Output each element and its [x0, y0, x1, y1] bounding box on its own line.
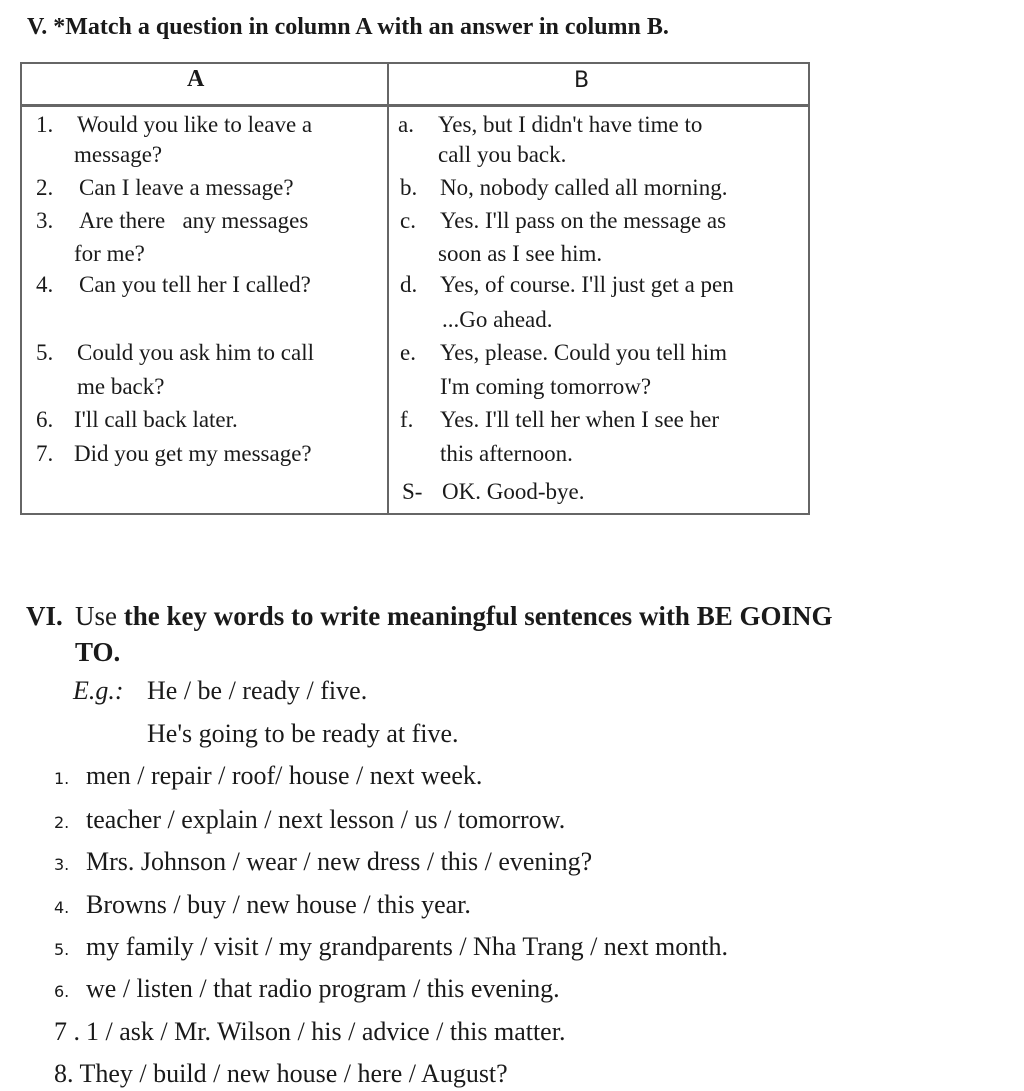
col-b-letter: a. — [398, 112, 414, 137]
col-a-number: 5. — [36, 340, 54, 365]
column-divider — [387, 64, 389, 513]
section-6-header — [26, 598, 926, 670]
col-b-letter: b. — [400, 175, 418, 200]
col-b-line: call you back. — [438, 142, 567, 167]
task-number: 6. — [54, 982, 70, 1001]
col-a-number: 1. — [36, 112, 54, 137]
col-a-line: Would you like to leave a — [77, 112, 313, 137]
col-a-line: me back? — [77, 374, 165, 399]
col-a-line: message? — [74, 142, 163, 167]
col-a-line: for me? — [74, 241, 145, 266]
section-6-title-line-2: TO. — [75, 637, 121, 667]
col-a-number: 6. — [36, 407, 54, 432]
task-item — [54, 932, 728, 962]
col-b-line: Yes, but I didn't have time to — [438, 112, 703, 137]
task-number: 8. — [54, 1059, 74, 1088]
task-item — [54, 761, 482, 791]
section-5-title: V. *Match a question in column A with an answer in column B. — [27, 14, 669, 40]
column-a-header: A — [187, 66, 205, 92]
section-6-title-plain: Use — [75, 601, 124, 631]
col-b-letter: f. — [400, 407, 414, 432]
col-b-line: I'm coming tomorrow? — [440, 374, 652, 399]
section-6-title — [26, 598, 926, 670]
example-prompt: He / be / ready / five. — [147, 676, 368, 705]
col-a-number: 4. — [36, 272, 54, 297]
matching-table — [20, 62, 810, 515]
task-item — [54, 847, 592, 877]
col-b-line: ...Go ahead. — [442, 307, 553, 332]
task-text: Browns / buy / new house / this year. — [86, 890, 471, 919]
task-text: 1 / ask / Mr. Wilson / his / advice / this matter. — [86, 1017, 566, 1046]
task-number: 4. — [54, 898, 70, 917]
task-text: we / listen / that radio program / this evening. — [86, 974, 560, 1003]
col-b-line: OK. Good-bye. — [442, 479, 585, 504]
col-b-line: soon as I see him. — [438, 241, 603, 266]
col-b-line: Yes. I'll tell her when I see her — [440, 407, 720, 432]
col-b-letter: e. — [400, 340, 416, 365]
task-item — [54, 1017, 565, 1047]
task-number: 3. — [54, 855, 70, 874]
col-b-line: Yes, please. Could you tell him — [440, 340, 728, 365]
col-b-line: Yes. I'll pass on the message as — [440, 208, 727, 233]
task-text: men / repair / roof/ house / next week. — [86, 761, 483, 790]
task-text: my family / visit / my grandparents / Nha Trang / next month. — [86, 932, 729, 961]
task-number: 1. — [54, 769, 70, 788]
task-item — [54, 890, 471, 920]
col-b-line: Yes, of course. I'll just get a pen — [440, 272, 734, 297]
example-label: E.g.: — [73, 676, 124, 705]
col-a-line: Are there any messages — [79, 208, 309, 233]
col-b-letter: d. — [400, 272, 418, 297]
col-a-line: Did you get my message? — [74, 441, 312, 466]
col-b-letter: S- — [402, 479, 423, 504]
col-a-line: Can I leave a message? — [79, 175, 294, 200]
section-6-number: VI. — [26, 601, 63, 631]
col-a-line: Could you ask him to call — [77, 340, 315, 365]
col-b-line: No, nobody called all morning. — [440, 175, 728, 200]
col-a-number: 7. — [36, 441, 54, 466]
col-b-line: this afternoon. — [440, 441, 573, 466]
example-line — [73, 676, 124, 706]
col-b-letter: c. — [400, 208, 416, 233]
task-item — [54, 974, 560, 1004]
task-text: Mrs. Johnson / wear / new dress / this / evening? — [86, 847, 593, 876]
task-text: teacher / explain / next lesson / us / tomorrow. — [86, 805, 566, 834]
col-a-line: I'll call back later. — [74, 407, 238, 432]
task-item — [54, 1059, 508, 1089]
col-a-number: 2. — [36, 175, 54, 200]
col-a-line: Can you tell her I called? — [79, 272, 311, 297]
section-6-title-bold: the key words to write meaningful sentences with BE GOING — [123, 601, 833, 631]
col-a-number: 3. — [36, 208, 54, 233]
header-divider — [22, 104, 808, 107]
column-b-header: B — [574, 68, 590, 93]
task-number: 5. — [54, 940, 70, 959]
task-number: 2. — [54, 813, 70, 832]
task-number: 7 . — [54, 1017, 80, 1046]
example-answer: He's going to be ready at five. — [147, 719, 459, 748]
task-text: They / build / new house / here / August? — [79, 1059, 508, 1088]
task-item — [54, 805, 565, 835]
